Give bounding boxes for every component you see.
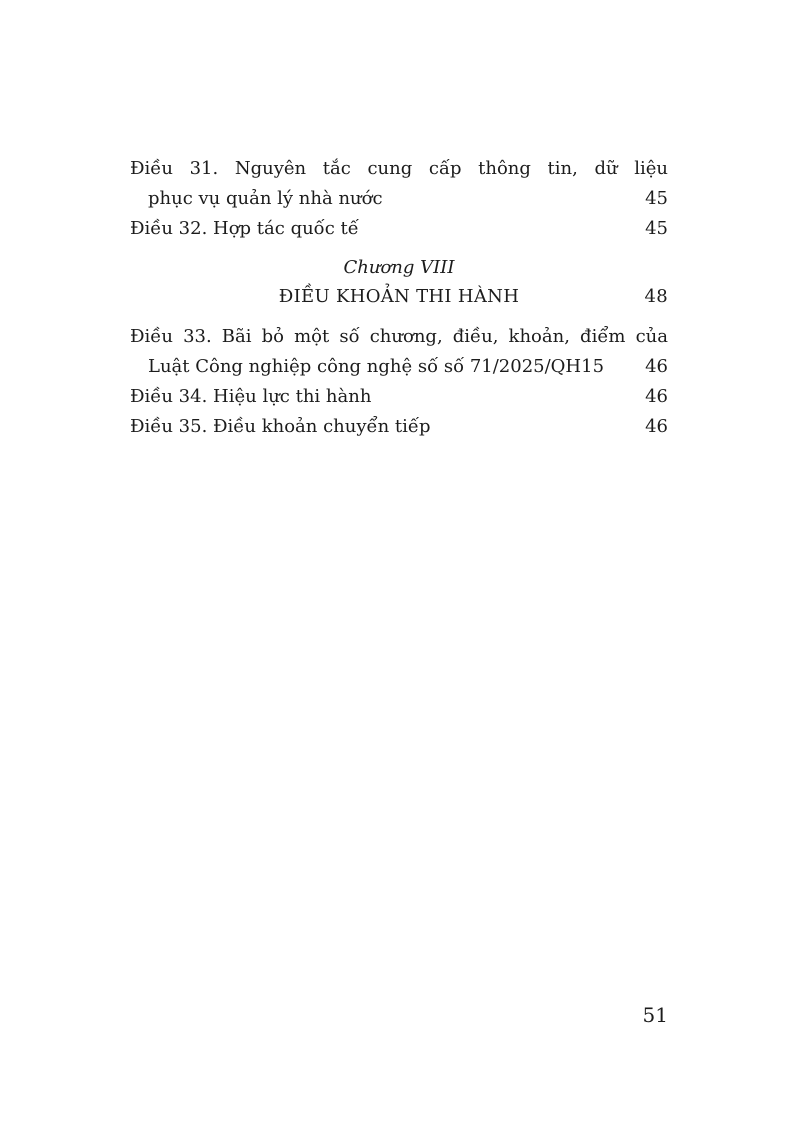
toc-entry-title-line-2 — [130, 184, 668, 214]
chapter-label: Chương VIII — [343, 257, 455, 278]
page-number: 51 — [642, 1003, 668, 1027]
toc-entry-title-line-2-text: Luật Công nghiệp công nghệ số số 71/2025/QH15 — [148, 356, 605, 377]
toc-entry-page-number: 46 — [645, 356, 668, 377]
toc-entry-dieu-35[interactable] — [130, 412, 668, 442]
toc-entry-title: Điều 35. Điều khoản chuyển tiếp — [130, 416, 431, 437]
table-of-contents — [130, 154, 668, 442]
toc-entry-dieu-34[interactable] — [130, 382, 668, 412]
toc-entry-dieu-32[interactable] — [130, 214, 668, 244]
toc-entry-title: Điều 32. Hợp tác quốc tế — [130, 218, 359, 239]
toc-entry-title-line-1: Điều 33. Bãi bỏ một số chương, điều, khoản, điểm của — [130, 326, 668, 347]
toc-entry-line — [130, 412, 668, 442]
toc-entry-page-number: 46 — [645, 386, 668, 407]
toc-entry-dieu-31[interactable] — [130, 154, 668, 214]
toc-entry-dieu-33[interactable] — [130, 322, 668, 382]
toc-chapter-viii[interactable] — [130, 254, 668, 312]
toc-entry-page-number: 45 — [645, 188, 668, 209]
toc-entry-title-line-1: Điều 31. Nguyên tắc cung cấp thông tin, dữ liệu — [130, 158, 668, 179]
chapter-page-number: 48 — [644, 286, 668, 307]
toc-entry-line — [130, 214, 668, 244]
toc-entry-title: Điều 34. Hiệu lực thi hành — [130, 386, 372, 407]
toc-entry-line — [130, 382, 668, 412]
toc-entry-page-number: 46 — [645, 416, 668, 437]
toc-entry-page-number: 45 — [645, 218, 668, 239]
chapter-title: ĐIỀU KHOẢN THI HÀNH — [278, 286, 520, 307]
toc-entry-title-line-2-text: phục vụ quản lý nhà nước — [148, 188, 383, 209]
chapter-title-line — [130, 282, 668, 312]
toc-entry-title-line-2 — [130, 352, 668, 382]
